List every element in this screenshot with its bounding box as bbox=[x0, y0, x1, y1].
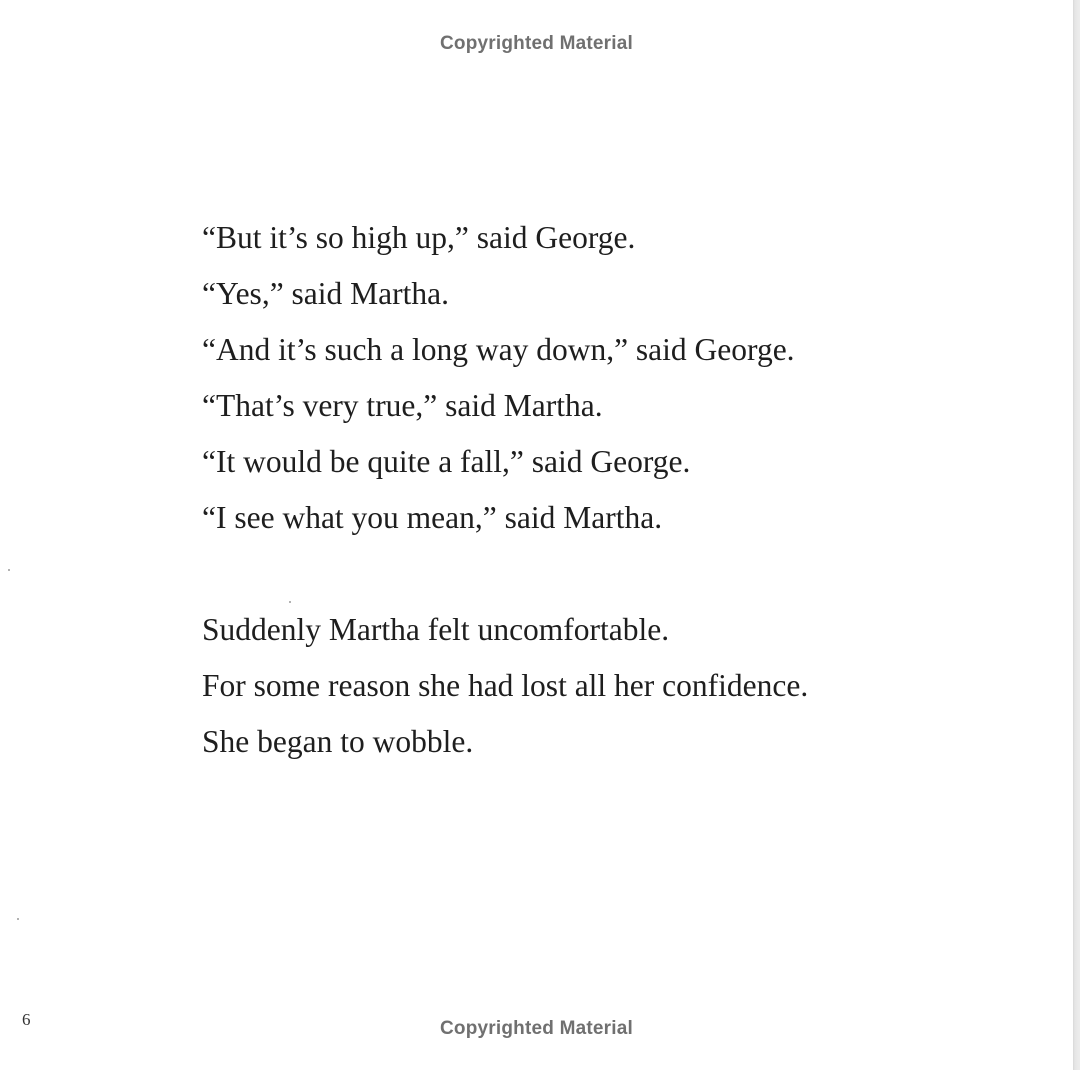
text-line: She began to wobble. bbox=[202, 724, 474, 759]
copyright-watermark-bottom: Copyrighted Material bbox=[440, 1018, 633, 1039]
page-edge-shadow bbox=[1073, 0, 1080, 1070]
text-line: “That’s very true,” said Martha. bbox=[202, 388, 603, 423]
dialogue-stanza bbox=[202, 210, 1022, 546]
text-line: “It would be quite a fall,” said George. bbox=[202, 444, 691, 479]
narration-stanza bbox=[202, 602, 1022, 770]
copyright-watermark-top: Copyrighted Material bbox=[440, 33, 633, 54]
story-text bbox=[202, 210, 1022, 770]
text-line: “Yes,” said Martha. bbox=[202, 276, 450, 311]
text-line: For some reason she had lost all her confidence. bbox=[202, 668, 809, 703]
text-line: “And it’s such a long way down,” said George. bbox=[202, 332, 795, 367]
text-line: “But it’s so high up,” said George. bbox=[202, 220, 636, 255]
scan-speck bbox=[17, 918, 19, 920]
text-line: Suddenly Martha felt uncomfortable. bbox=[202, 612, 670, 647]
scan-speck bbox=[8, 569, 10, 571]
page-number: 6 bbox=[22, 1010, 31, 1029]
scan-speck bbox=[289, 601, 291, 603]
text-line: “I see what you mean,” said Martha. bbox=[202, 500, 663, 535]
stanza-gap bbox=[202, 546, 1022, 602]
